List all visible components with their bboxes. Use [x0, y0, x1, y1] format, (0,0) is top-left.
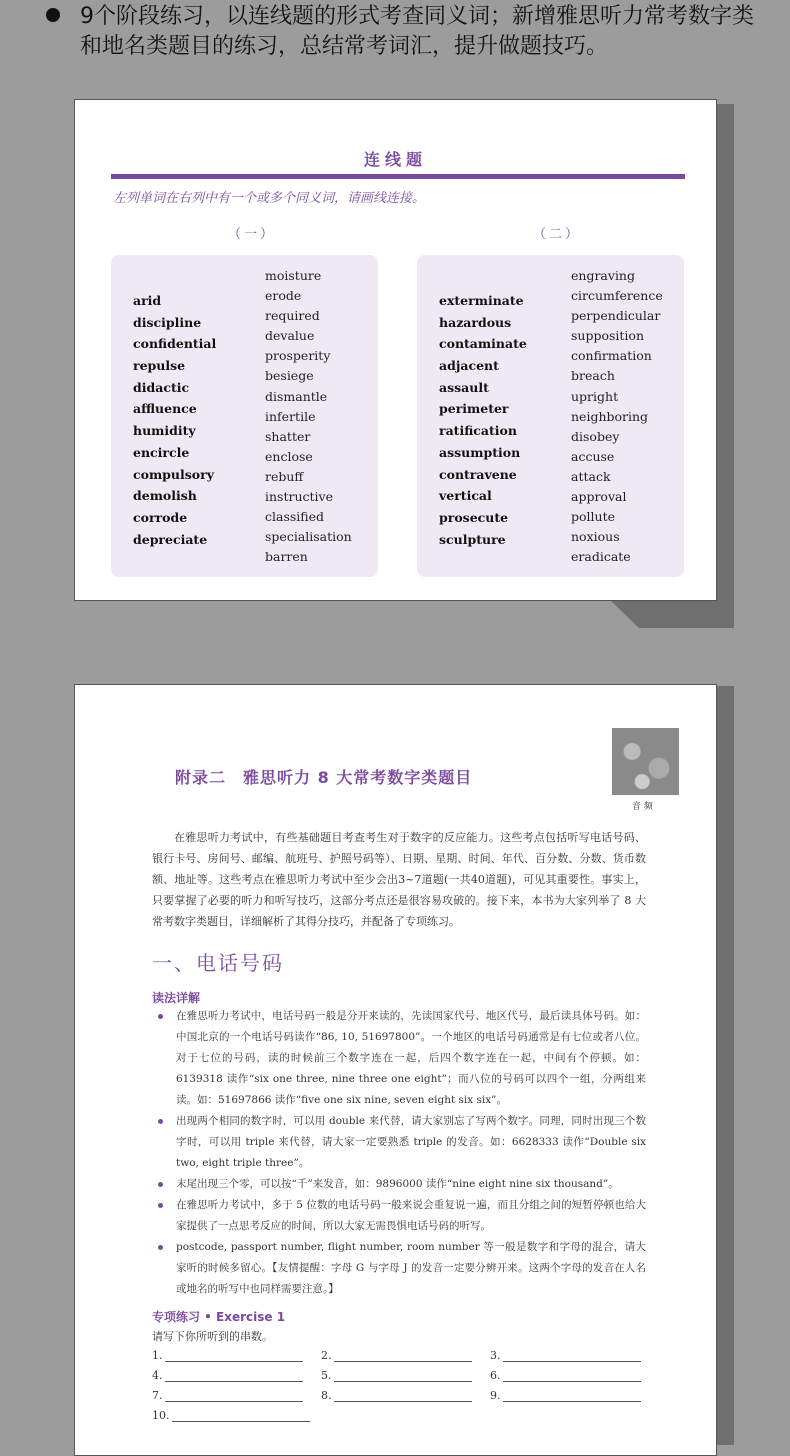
answer-line[interactable] — [334, 1349, 472, 1362]
blank-number: 2. — [321, 1349, 332, 1362]
left-word: depreciate — [133, 531, 208, 547]
left-word: demolish — [133, 488, 197, 504]
blank-number: 10. — [152, 1409, 170, 1422]
right-word: accuse — [571, 448, 615, 464]
audio-label: 音 频 — [632, 802, 653, 812]
bullet-list — [152, 1006, 646, 1300]
right-word: enclose — [265, 448, 313, 464]
bullet-item — [152, 1111, 646, 1174]
left-word: assault — [439, 379, 489, 395]
left-word: adjacent — [439, 358, 499, 374]
left-word: affluence — [133, 401, 197, 417]
bullet-dot — [158, 1119, 163, 1124]
answer-blank[interactable] — [490, 1389, 641, 1402]
bullet-dot — [158, 1245, 163, 1250]
answer-line[interactable] — [172, 1409, 310, 1422]
left-word-column — [439, 290, 527, 550]
blank-number: 3. — [490, 1349, 501, 1362]
right-word: moisture — [265, 268, 322, 283]
answer-blank[interactable] — [152, 1409, 310, 1422]
bullet-text: 在雅思听力考试中，多于 5 位数的电话号码一般来说会重复说一遍，而且分组之间的短暂停顿也给大家提供了一点思考反应的时间，所以大家无需畏惧电话号码的听写。 — [176, 1199, 646, 1232]
section-label-1: （一） — [228, 227, 277, 242]
bullet-text: 末尾出现三个零，可以按“千”来发音，如：9896000 读作“nine eight nine six thousand”。 — [176, 1178, 619, 1190]
left-word: exterminate — [439, 293, 524, 308]
answer-blank[interactable] — [152, 1349, 303, 1362]
right-word: neighboring — [571, 408, 649, 424]
blank-number: 8. — [321, 1389, 332, 1402]
bullet-dot — [46, 8, 60, 22]
left-word: arid — [133, 293, 162, 308]
right-word: engraving — [571, 268, 635, 283]
subheading: 读法详解 — [152, 991, 201, 1005]
exercise-title: 专项练习 • Exercise 1 — [152, 1310, 286, 1324]
right-word: erode — [265, 288, 302, 304]
intro-text: 在雅思听力考试中，有些基础题目考查考生对于数字的反应能力。这些考点包括听写电话号码、银行卡号、房间号、邮编、航班号、护照号码等）、日期、星期、时间、年代、百分数、分数、货币数额、地址等。这些考点在雅思听力考试中至少会出3~7道题(一共40道题)，可见其重要性。事实上，只要掌握了必要的听力和听写技巧，这部分考点还是很容易攻破的。接下来，本书为大家列举了 8 大常考数字类题目，详细解析了其得分技巧，并配备了专项练习。 — [152, 831, 646, 928]
left-word: contravene — [439, 466, 517, 482]
bullet-item — [152, 1174, 646, 1195]
left-word: assumption — [439, 444, 521, 460]
left-word: corrode — [133, 509, 188, 525]
bullet-item — [152, 1237, 646, 1300]
right-word: disobey — [571, 428, 620, 444]
right-word: devalue — [265, 328, 315, 344]
qr-code-image — [612, 728, 679, 795]
right-word: specialisation — [265, 529, 352, 545]
right-word: dismantle — [265, 388, 328, 404]
left-word: confidential — [133, 336, 217, 352]
answer-line[interactable] — [503, 1389, 641, 1402]
right-word: eradicate — [571, 549, 631, 565]
answer-line[interactable] — [503, 1369, 641, 1382]
bullet-dot — [158, 1182, 163, 1187]
header-text: 9个阶段练习，以连线题的形式考查同义词；新增雅思听力常考数字类和地名类题目的练习，总结常考词汇，提升做题技巧。 — [80, 4, 754, 59]
bullet-dot — [158, 1014, 163, 1019]
blank-number: 7. — [152, 1389, 163, 1402]
right-word: besiege — [265, 368, 314, 384]
right-word: rebuff — [265, 468, 304, 484]
matching-exercise-page — [74, 99, 717, 601]
left-word: prosecute — [439, 509, 509, 525]
left-word: sculpture — [439, 531, 506, 547]
page-shadow — [714, 686, 734, 1445]
blank-number: 5. — [321, 1369, 332, 1382]
right-word: approval — [571, 489, 627, 505]
blank-number: 6. — [490, 1369, 501, 1382]
word-panel-2 — [417, 255, 684, 577]
left-word: hazardous — [439, 314, 512, 330]
left-word: discipline — [133, 314, 202, 330]
appendix-title: 附录二 雅思听力 8 大常考数字类题目 — [175, 768, 473, 787]
answer-blank[interactable] — [321, 1349, 472, 1362]
right-word: circumference — [571, 288, 663, 304]
title-rule — [111, 174, 685, 179]
word-panel-1 — [111, 255, 378, 577]
right-word: attack — [571, 468, 611, 484]
answer-blank[interactable] — [321, 1389, 472, 1402]
answer-blank[interactable] — [321, 1369, 472, 1382]
right-word: supposition — [571, 328, 645, 344]
answer-line[interactable] — [334, 1369, 472, 1382]
intro-paragraph — [152, 827, 646, 932]
bullet-item — [152, 1006, 646, 1111]
bullet-text: postcode, passport number, flight number, room number 等一般是数字和字母的混合，请大家听的时候多留心。【友情提醒：字母 G 与字母 J 的发音一定要分辨开来。这两个字母的发音在人名或地名的听写中也同样需要注意。】 — [176, 1241, 646, 1295]
bullet-text: 出现两个相同的数字时，可以用 double 来代替，请大家别忘了写两个数字。同理，同时出现三个数字时，可以用 triple 来代替，请大家一定要熟悉 triple 的发音。如：6628333 读作“Double six two, eight triple three”。 — [176, 1115, 646, 1169]
exercise-instruction: 请写下你所听到的串数。 — [152, 1330, 273, 1343]
blank-number: 1. — [152, 1349, 163, 1362]
right-word: required — [265, 308, 320, 324]
blank-number: 4. — [152, 1369, 163, 1382]
right-word: prosperity — [265, 348, 331, 364]
section-label-2: （二） — [533, 227, 582, 242]
answer-blank[interactable] — [152, 1369, 303, 1382]
page-title: 连线题 — [363, 150, 427, 169]
right-word: instructive — [265, 489, 333, 505]
bullet-text: 在雅思听力考试中，电话号码一般是分开来读的，先读国家代号、地区代号，最后读具体号码。如：中国北京的一个电话号码读作“86, 10, 51697800”。一个地区的电话号码通常是有七位或者八位。对于七位的号码，读的时候前三个数字连在一起，后四个数字连在一起，中间有个停顿。如：6139318 读作“six one three, nine three one eight”；而八位的号码可以四个一组，分两组来读。如：51697866 读作“five one six nine, seven eight six six”。 — [176, 1010, 646, 1106]
right-word: confirmation — [571, 348, 652, 364]
right-word: barren — [265, 549, 308, 565]
right-word: infertile — [265, 408, 316, 424]
appendix-page — [74, 684, 717, 1456]
left-word: repulse — [133, 358, 186, 374]
right-word: perpendicular — [571, 308, 661, 324]
right-word: classified — [265, 509, 325, 525]
bullet-dot — [158, 1203, 163, 1208]
answer-blank[interactable] — [490, 1349, 641, 1362]
answer-line[interactable] — [165, 1369, 303, 1382]
right-word: pollute — [571, 509, 615, 525]
section-heading: 一、电话号码 — [152, 951, 284, 975]
left-word: perimeter — [439, 401, 509, 417]
right-word: noxious — [571, 529, 620, 545]
right-word: upright — [571, 388, 619, 404]
left-word: vertical — [439, 488, 492, 504]
left-word: contaminate — [439, 336, 527, 352]
left-word: humidity — [133, 423, 196, 439]
right-word: breach — [571, 368, 615, 384]
left-word: ratification — [439, 423, 517, 439]
left-word-column — [133, 290, 216, 550]
answer-line[interactable] — [165, 1349, 303, 1362]
right-word-column — [571, 266, 663, 567]
blank-number: 9. — [490, 1389, 501, 1402]
answer-line[interactable] — [503, 1349, 641, 1362]
right-word: shatter — [265, 428, 311, 444]
left-word: compulsory — [133, 466, 214, 482]
instruction-text: 左列单词在右列中有一个或多个同义词，请画线连接。 — [113, 191, 426, 206]
right-word-column — [265, 266, 352, 567]
left-word: didactic — [133, 379, 190, 395]
answer-blank[interactable] — [152, 1389, 303, 1402]
answer-line[interactable] — [334, 1389, 472, 1402]
answer-blank[interactable] — [490, 1369, 641, 1382]
bullet-item — [152, 1195, 646, 1237]
left-word: encircle — [133, 444, 190, 460]
answer-line[interactable] — [165, 1389, 303, 1402]
